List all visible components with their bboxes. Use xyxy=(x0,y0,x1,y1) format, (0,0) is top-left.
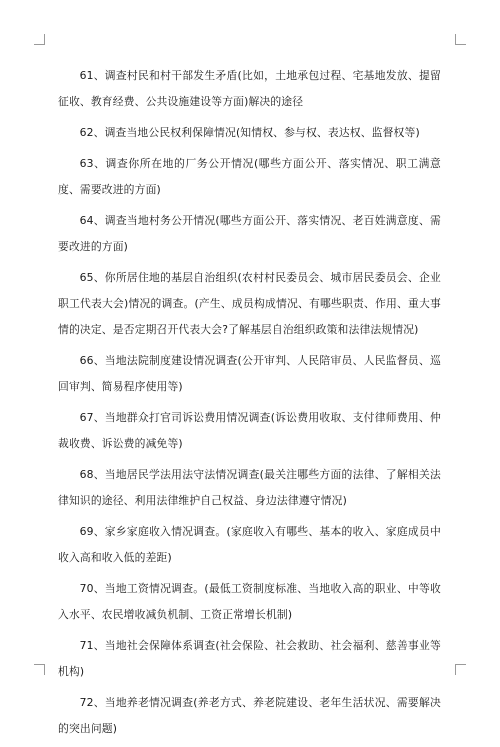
paragraph-62: 62、调查当地公民权利保障情况(知情权、参与权、表达权、监督权等) xyxy=(79,126,420,139)
paragraph-64: 64、调查当地村务公开情况(哪些方面公开、落实情况、老百姓满意度、需要改进的方面) xyxy=(58,214,441,253)
paragraph-70: 70、当地工资情况调查。(最低工资制度标准、当地收入高的职业、中等收入水平、农民增收减负机制、工资正常增长机制) xyxy=(58,582,441,621)
crop-mark-bottom-left xyxy=(34,664,45,675)
paragraph-66: 66、当地法院制度建设情况调查(公开审判、人民陪审员、人民监督员、巡回审判、简易程序使用等) xyxy=(58,354,441,393)
crop-mark-top-left xyxy=(34,34,45,45)
paragraph-65: 65、你所居住地的基层自治组织(农村村民委员会、城市居民委员会、企业职工代表大会)情况的调查。(产生、成员构成情况、有哪些职责、作用、重大事情的决定、是否定期召开代表大会?了解基层自治组织政策和法律法规情况) xyxy=(58,271,441,336)
paragraph-63: 63、调查你所在地的厂务公开情况(哪些方面公开、落实情况、职工满意度、需要改进的方面) xyxy=(58,157,441,196)
crop-mark-bottom-right xyxy=(455,664,466,675)
paragraph-69: 69、家乡家庭收入情况调查。(家庭收入有哪些、基本的收入、家庭成员中收入高和收入低的差距) xyxy=(58,525,441,564)
paragraph-71: 71、当地社会保障体系调查(社会保险、社会救助、社会福利、慈善事业等机构) xyxy=(58,639,441,678)
paragraph-67: 67、当地群众打官司诉讼费用情况调查(诉讼费用收取、支付律师费用、仲裁收费、诉讼费的减免等) xyxy=(58,411,441,450)
crop-mark-top-right xyxy=(455,34,466,45)
paragraph-72: 72、当地养老情况调查(养老方式、养老院建设、老年生活状况、需要解决的突出问题) xyxy=(58,696,441,735)
paragraph-61: 61、调查村民和村干部发生矛盾(比如，土地承包过程、宅基地发放、提留征收、教育经费、公共设施建设等方面)解决的途径 xyxy=(58,69,441,108)
document-body xyxy=(58,63,441,747)
paragraph-68: 68、当地居民学法用法守法情况调查(最关注哪些方面的法律、了解相关法律知识的途径、利用法律维护自己权益、身边法律遵守情况) xyxy=(58,468,441,507)
